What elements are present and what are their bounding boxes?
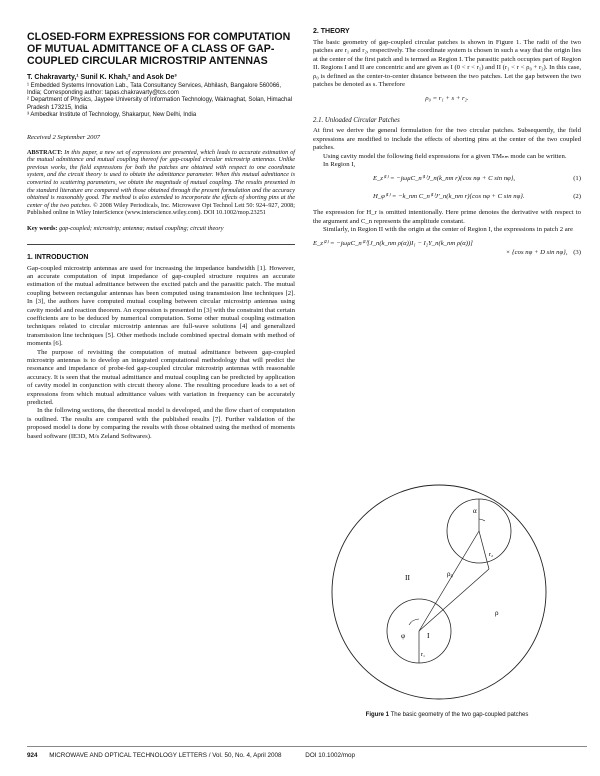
section-2-1-heading: 2.1. Unloaded Circular Patches — [313, 117, 400, 125]
section-2-1-paragraph-2: Using cavity model the following field expressions for a given TMₙₘ mode can be written. — [323, 152, 567, 160]
label-phi: φ — [401, 632, 406, 640]
keywords-text: gap-coupled; microstrip; antenna; mutual coupling; circuit theory — [58, 224, 224, 232]
equation-1-text: E_z⁽¹⁾ = −jωμC_n⁽¹⁾J_n(k_nm r){cos nφ + C sin nφ}, — [373, 175, 516, 183]
affiliation-1: ¹ Embedded Systems Innovation Lab., Tata Consultancy Services, Abhilash, Bangalore 560066, India; Corresponding author: tapas.chakravarty@tcs.com — [27, 82, 282, 97]
abstract-publication: © 2008 Wiley Periodicals, Inc. Microwave Opt Technol Lett 50: 924–927, 2008; Published online in Wiley InterScience (www.interscience.wiley.com). DOI 10.1002/mop.23251 — [27, 201, 295, 217]
paper-title: CLOSED-FORM EXPRESSIONS FOR COMPUTATION OF MUTUAL ADMITTANCE OF A CLASS OF GAP-COUPLED CIRCULAR MICROSTRIP ANTENNAS — [27, 31, 291, 68]
equation-3-number: (3) — [573, 248, 581, 256]
equation-2-text: H_φ⁽¹⁾ = −k_nm C_n⁽¹⁾J′_n(k_nm r){cos nφ + C sin nφ}. — [373, 193, 525, 201]
received-date: Received 2 September 2007 — [27, 133, 101, 141]
section-2-1-paragraph-3: In Region I, — [323, 161, 356, 169]
figure-1-caption — [313, 712, 581, 718]
equation-3 — [313, 239, 581, 257]
equation-3-line-2-wrap — [313, 248, 581, 257]
abstract-label: ABSTRACT: — [27, 148, 63, 156]
abstract-text: In this paper, a new set of expressions are presented, which leads to accurate estimation of the mutual admittance and mutual coupling thereof for gap-coupled circular microstrip antennas. Unlike previous works, the field expressions for both the patches are obtained with respect to one coordinate system, and the circuit theory is used to obtain the admittance parameter. When this mutual admittance is converted to scattering parameters, we obtain the magnitude of mutual coupling. The results presented in the standard literature are compared with those obtained through the present formulation and the accuracy obtained is reasonably good. The method is also extended to incorporate the effects of shorting pins at the center of the two patches. — [27, 148, 296, 209]
section-2-heading: 2. THEORY — [313, 28, 350, 35]
section-2-1-paragraph-4: The expression for H_r is omitted intentionally. Here prime denotes the derivative with respect to the argument and C_n represents the amplitude constant. — [313, 209, 581, 225]
figure-1-diagram — [313, 468, 581, 716]
section-1-paragraph-1: Gap-coupled microstrip antennas are used for increasing the impedance bandwidth [1]. However, an accurate computation of input impedance of gap-coupled structure requires an accurate estimation of the mutual admittance between the excited patch and the parasitic patch. The mutual coupling between rectangular antennas has been computed using transmission line techniques [2]. In [3], the authors have computed mutual coupling between circular microstrip antennas using cavity model and reaction theorem. An expression is presented in [3] with the constraint that certain coefficients are to be deduced by numerical computation. Some other mutual coupling estimation techniques related to circular microstrip antennas are full-wave solutions [4] and generalized transmission line techniques [5]. Other methods include combined spectral domain with method of moments [6]. — [27, 264, 295, 348]
left-column — [27, 28, 295, 441]
label-rho: ρ — [495, 609, 499, 617]
caption-text: The basic geometry of the two gap-coupled patches — [390, 712, 529, 718]
label-alpha: α — [473, 507, 477, 515]
equation-3-line-2: × {cos nφ + D sin nφ}, — [505, 248, 568, 256]
equation-3-line-1: E_z⁽²⁾ = −jωμC_n⁽²⁾[J_n(k_nm ρ(α))I₁ − I₂Y_n(k_nm ρ(α))] — [313, 239, 473, 247]
equation-rho-text: ρ₀ = r₁ + s + r₂. — [425, 95, 469, 103]
footer-doi: DOI 10.1002/mop — [305, 752, 355, 759]
rho0-line — [419, 531, 479, 631]
section-2-1-paragraph-5: Similarly, in Region II with the origin at the center of Region I, the expressions in patch 2 are — [323, 226, 573, 234]
equation-2 — [313, 191, 581, 205]
affiliation-3: ³ Ambedkar Institute of Technology, Shakarpur, New Delhi, India — [27, 112, 197, 119]
page-footer — [27, 746, 587, 759]
equation-1 — [313, 173, 581, 187]
abstract — [27, 149, 295, 217]
section-2-1-paragraph-1: At first we derive the general formulation for the two circular patches. Subsequently, the field expressions are modified to include the effects of shorting pins at the center of the two coupled patches. — [313, 127, 581, 152]
caption-label: Figure 1 — [365, 712, 390, 718]
phi-arc — [409, 619, 419, 625]
journal-info: MICROWAVE AND OPTICAL TECHNOLOGY LETTERS / Vol. 50, No. 4, April 2008 — [49, 752, 282, 759]
equation-rho — [313, 93, 581, 107]
label-rho0: ρ₀ — [447, 570, 453, 578]
equation-1-number: (1) — [573, 175, 581, 183]
label-r2: r₂ — [489, 552, 494, 558]
alpha-arc — [479, 519, 485, 521]
divider — [27, 244, 295, 245]
right-column — [313, 28, 581, 267]
author-list: T. Chakravarty,¹ Sunil K. Khah,² and Asok De³ — [27, 73, 177, 81]
label-r1: r₁ — [421, 652, 426, 658]
keywords — [27, 225, 295, 233]
rho-line — [419, 569, 489, 631]
label-region-i: I — [427, 631, 430, 640]
page-number: 924 — [27, 752, 38, 759]
keywords-label: Key words: — [27, 224, 58, 232]
region-ii-circle — [332, 485, 546, 699]
section-2-paragraph-1: The basic geometry of gap-coupled circular patches is shown in Figure 1. The radii of the two patches are r₁ and r₂, respectively. The coordinate system is chosen in such a way that the origin lies at the center of the first patch and is termed as Region I. The parasitic patch occupies part of Region II. Regions I and II are concentric and are given as I (0 < r < r₁) and II (r₁ < r < ρ₀ + r₂). In this case, ρ₀ is defined as the center-to-center distance between the two patches. Let the gap between the two patches be denoted as s. Therefore — [313, 39, 581, 89]
section-1-paragraph-3: In the following sections, the theoretical model is developed, and the flow chart of computation is outlined. The results are compared with the published results [7]. Further validation of the proposed model is done by comparing the results with those obtained using the method of moments based software (IE3D, M/s Zeland Softwares). — [27, 407, 295, 440]
section-1-heading: 1. INTRODUCTION — [27, 253, 89, 261]
label-region-ii: II — [405, 573, 410, 582]
affiliation-2: ² Department of Physics, Jaypee University of Information Technology, Waknaghat, Solan, Himachal Pradesh 173215, India — [27, 97, 293, 111]
equation-2-number: (2) — [573, 193, 581, 201]
section-1-paragraph-2: The purpose of revisiting the computation of mutual admittance between gap-coupled microstrip antennas is to develop an integrated computational methodology that will predict the resonance and impedance of probe-fed gap-coupled circular microstrip antennas with reasonable accuracy. It is seen that the mutual admittance and mutual coupling can be predicted by application of cavity model in conjunction with circuit theory alone. The resulting procedure leads to a set of expressions from which mutual admittance values with variation in frequency can be accurately predicted. — [27, 348, 295, 407]
